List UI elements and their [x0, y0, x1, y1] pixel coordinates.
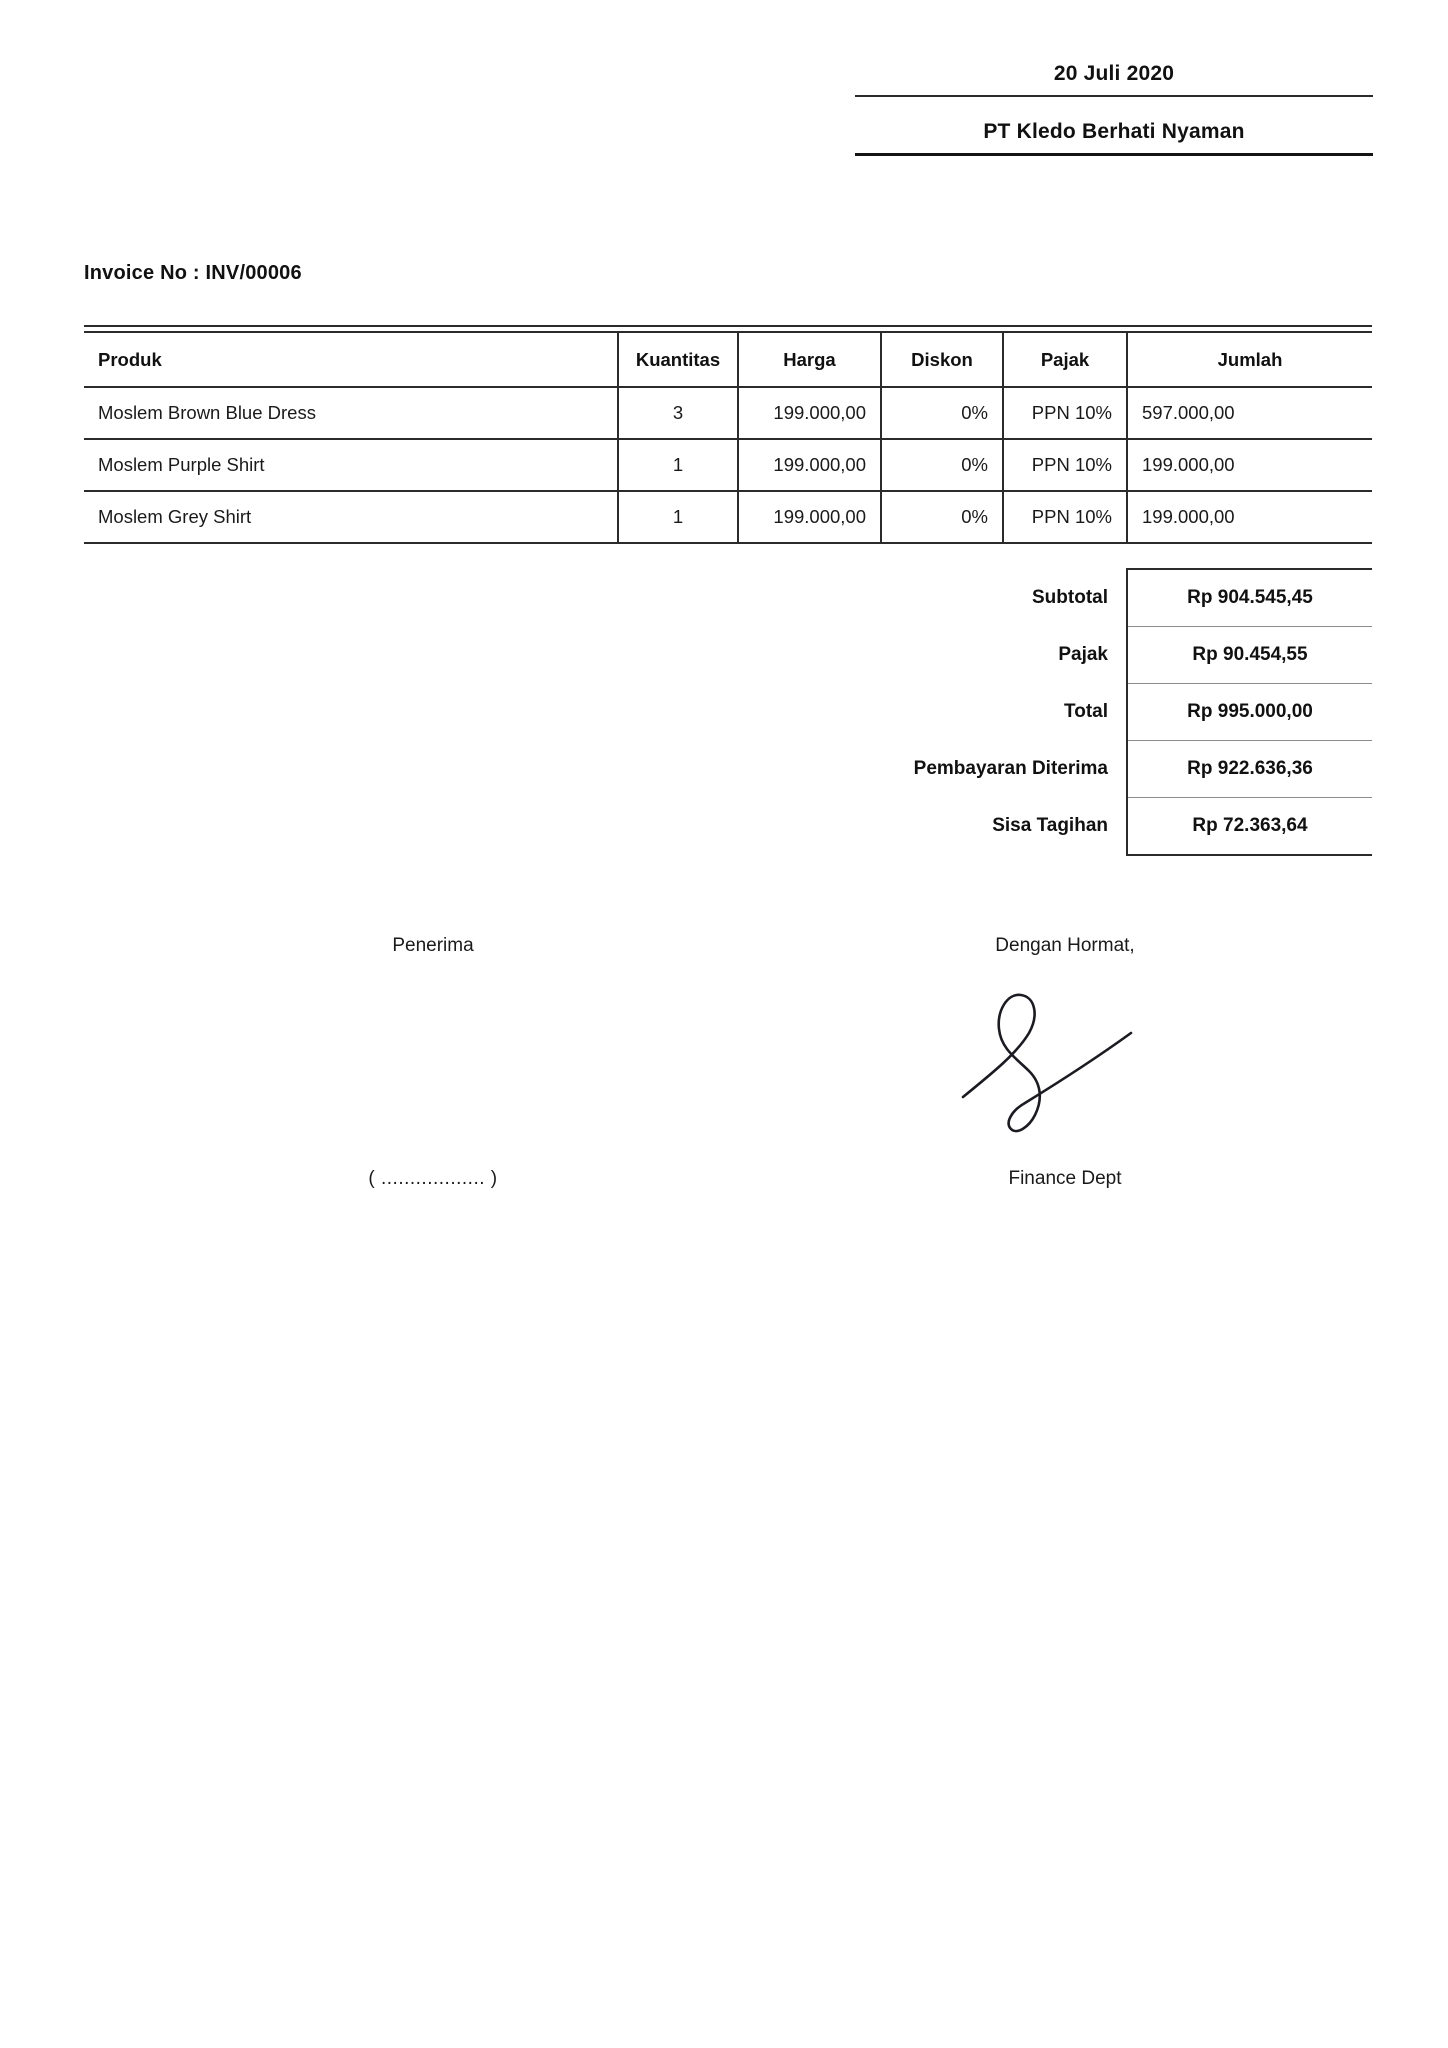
invoice-date: 20 Juli 2020	[855, 62, 1373, 97]
cell-kuantitas: 3	[618, 387, 738, 439]
cell-pajak: PPN 10%	[1003, 491, 1127, 543]
cell-produk: Moslem Brown Blue Dress	[84, 387, 618, 439]
totals-label-total: Total	[1064, 701, 1108, 722]
totals-row-total	[84, 684, 1372, 741]
column-header-produk: Produk	[98, 349, 162, 370]
column-header-diskon: Diskon	[881, 332, 1003, 387]
signature-name-sender: Finance Dept	[1008, 1168, 1122, 1189]
cell-harga: 199.000,00	[738, 491, 881, 543]
signature-name-recipient: ( .................. )	[368, 1168, 498, 1189]
line-items-table	[84, 331, 1372, 544]
table-row	[84, 491, 1372, 543]
column-header-jumlah: Jumlah	[1127, 332, 1372, 387]
cell-produk: Moslem Purple Shirt	[84, 439, 618, 491]
totals-value-pajak: Rp 90.454,55	[1127, 627, 1372, 684]
totals-value-pembayaran-diterima: Rp 922.636,36	[1127, 741, 1372, 798]
cell-pajak: PPN 10%	[1003, 439, 1127, 491]
totals-value-total: Rp 995.000,00	[1127, 684, 1372, 741]
cell-jumlah: 199.000,00	[1127, 439, 1372, 491]
cell-produk: Moslem Grey Shirt	[84, 491, 618, 543]
cell-diskon: 0%	[881, 491, 1003, 543]
invoice-number: Invoice No : INV/00006	[84, 262, 302, 284]
signature-caption-penerima: Penerima	[392, 935, 474, 956]
cell-diskon: 0%	[881, 439, 1003, 491]
table-header-row	[84, 332, 1372, 387]
totals-value-sisa-tagihan: Rp 72.363,64	[1127, 798, 1372, 856]
totals-table	[84, 568, 1372, 856]
totals-label-pajak: Pajak	[1058, 644, 1108, 665]
cell-diskon: 0%	[881, 387, 1003, 439]
document-header	[855, 62, 1373, 156]
totals-label-subtotal: Subtotal	[1032, 586, 1108, 608]
line-items-section	[84, 325, 1372, 544]
totals-row-pembayaran-diterima	[84, 741, 1372, 798]
totals-section	[84, 568, 1372, 856]
cell-harga: 199.000,00	[738, 439, 881, 491]
cell-harga: 199.000,00	[738, 387, 881, 439]
totals-value-subtotal: Rp 904.545,45	[1127, 569, 1372, 627]
handwritten-signature-icon	[955, 975, 1170, 1145]
column-header-harga: Harga	[738, 332, 881, 387]
signature-block-sender	[900, 935, 1230, 957]
signature-caption-dengan-hormat: Dengan Hormat,	[995, 935, 1135, 956]
table-row	[84, 387, 1372, 439]
cell-jumlah: 597.000,00	[1127, 387, 1372, 439]
cell-pajak: PPN 10%	[1003, 387, 1127, 439]
totals-label-pembayaran-diterima: Pembayaran Diterima	[913, 758, 1108, 779]
table-row	[84, 439, 1372, 491]
column-header-pajak: Pajak	[1003, 332, 1127, 387]
totals-row-sisa-tagihan	[84, 798, 1372, 856]
cell-jumlah: 199.000,00	[1127, 491, 1372, 543]
cell-kuantitas: 1	[618, 491, 738, 543]
totals-row-subtotal	[84, 569, 1372, 627]
totals-row-pajak	[84, 627, 1372, 684]
signature-block-recipient	[238, 935, 628, 957]
header-spacer	[855, 97, 1373, 120]
totals-label-sisa-tagihan: Sisa Tagihan	[992, 815, 1108, 837]
company-name: PT Kledo Berhati Nyaman	[855, 120, 1373, 156]
cell-kuantitas: 1	[618, 439, 738, 491]
column-header-kuantitas: Kuantitas	[618, 332, 738, 387]
